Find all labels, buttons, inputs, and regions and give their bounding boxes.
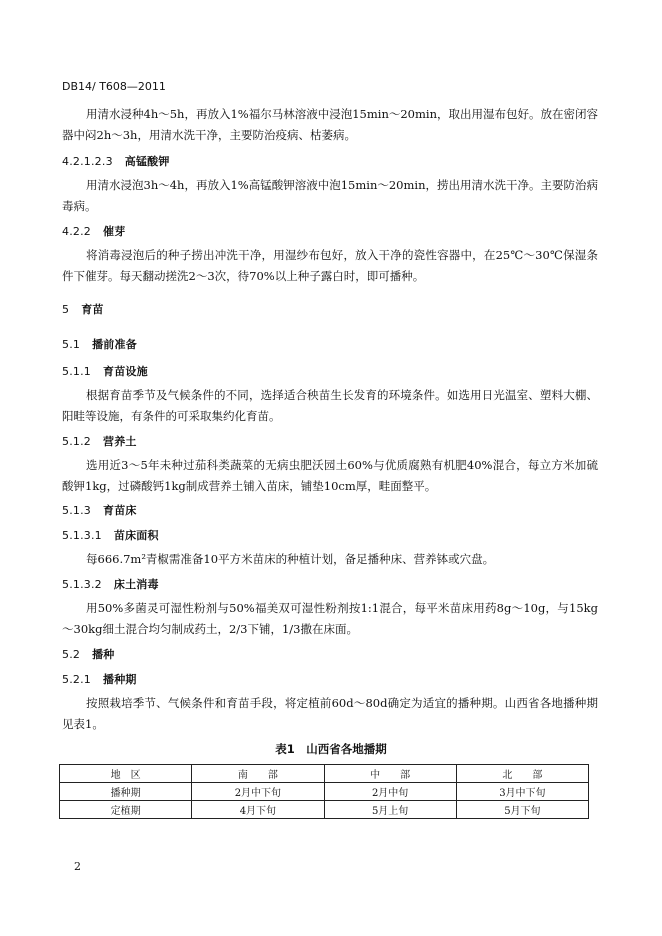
section-number: 5.2 xyxy=(62,648,81,661)
table-header-cell: 中 部 xyxy=(324,765,456,783)
table-cell: 定植期 xyxy=(60,801,192,819)
table-header-cell: 南 部 xyxy=(192,765,324,783)
section-number: 5.2.1 xyxy=(62,673,91,686)
paragraph-germination: 将消毒浸泡后的种子捞出冲洗干净，用湿纱布包好，放入干净的瓷性容器中，在25℃～30℃保湿条件下催芽。每天翻动搓洗2～3次，待70%以上种子露白时，即可播种。 xyxy=(62,248,598,283)
table-cell: 5月下旬 xyxy=(456,801,588,819)
heading-5-1 xyxy=(62,336,137,352)
table-cell: 5月上旬 xyxy=(324,801,456,819)
table-row xyxy=(60,801,589,819)
paragraph-bed-area: 每666.7m²青椒需准备10平方米苗床的种植计划，备足播种床、营养钵或穴盘。 xyxy=(86,552,495,566)
paragraph-sowing-period: 按照栽培季节、气候条件和育苗手段，将定植前60d～80d确定为适宜的播种期。山西省各地播种期见表1。 xyxy=(62,696,598,731)
section-number: 5.1.3.1 xyxy=(62,529,102,542)
section-number: 5.1 xyxy=(62,338,81,351)
section-title: 床土消毒 xyxy=(113,578,159,591)
paragraph-soil-disinfection: 用50%多菌灵可湿性粉剂与50%福美双可湿性粉剂按1:1混合，每平米苗床用药8g～10g，与15kg～30kg细土混合均匀制成药土，2/3下铺，1/3撒在床面。 xyxy=(62,601,598,636)
section-title: 播种 xyxy=(92,648,115,661)
heading-4-2-1-2-3 xyxy=(62,153,170,169)
page-number: 2 xyxy=(74,860,81,873)
sowing-schedule-table xyxy=(59,764,589,819)
section-number: 5.1.1 xyxy=(62,365,91,378)
section-number: 5.1.3 xyxy=(62,504,91,517)
heading-5-1-3-1 xyxy=(62,527,159,543)
table-title: 表1 山西省各地播期 xyxy=(275,742,387,756)
section-title: 播前准备 xyxy=(92,338,137,351)
heading-5 xyxy=(62,301,104,317)
paragraph-facilities: 根据育苗季节及气候条件的不同，选择适合秧苗生长发育的环境条件。如选用日光温室、塑料大棚、阳畦等设施，有条件的可采取集约化育苗。 xyxy=(62,388,598,423)
section-title: 高锰酸钾 xyxy=(124,155,170,168)
paragraph-potassium-permanganate: 用清水浸泡3h～4h，再放入1%高锰酸钾溶液中泡15min～20min，捞出用清水洗干净。主要防治病毒病。 xyxy=(62,178,598,213)
section-title: 苗床面积 xyxy=(113,529,159,542)
section-number: 4.2.2 xyxy=(62,225,91,238)
section-number: 4.2.1.2.3 xyxy=(62,155,113,168)
section-title: 营养土 xyxy=(103,435,137,448)
section-title: 育苗床 xyxy=(103,504,137,517)
paragraph-nutrient-soil: 选用近3～5年未种过茄科类蔬菜的无病虫肥沃园土60%与优质腐熟有机肥40%混合，每立方米加硫酸钾1kg，过磷酸钙1kg制成营养土铺入苗床，铺垫10cm厚，畦面整平。 xyxy=(62,458,598,493)
section-number: 5.1.2 xyxy=(62,435,91,448)
table-cell: 2月中下旬 xyxy=(192,783,324,801)
heading-5-1-3-2 xyxy=(62,576,159,592)
heading-5-1-3 xyxy=(62,502,137,518)
heading-5-2-1 xyxy=(62,671,137,687)
section-number: 5 xyxy=(62,303,70,316)
heading-4-2-2 xyxy=(62,223,125,239)
section-number: 5.1.3.2 xyxy=(62,578,102,591)
heading-5-2 xyxy=(62,646,115,662)
section-title: 催芽 xyxy=(103,225,126,238)
table-header-cell: 地 区 xyxy=(60,765,192,783)
paragraph-soak-formalin: 用清水浸种4h～5h，再放入1%福尔马林溶液中浸泡15min～20min，取出用湿布包好。放在密闭容器中闷2h～3h，用清水洗干净，主要防治疫病、枯萎病。 xyxy=(62,107,598,142)
section-title: 播种期 xyxy=(103,673,137,686)
section-title: 育苗 xyxy=(81,303,104,316)
table-header-row xyxy=(60,765,589,783)
table-cell: 播种期 xyxy=(60,783,192,801)
table-cell: 4月下旬 xyxy=(192,801,324,819)
heading-5-1-2 xyxy=(62,433,137,449)
table-row xyxy=(60,783,589,801)
section-title: 育苗设施 xyxy=(103,365,148,378)
heading-5-1-1 xyxy=(62,363,148,379)
table-cell: 2月中旬 xyxy=(324,783,456,801)
document-code-header: DB14/ T608—2011 xyxy=(62,80,166,93)
table-header-cell: 北 部 xyxy=(456,765,588,783)
table-cell: 3月中下旬 xyxy=(456,783,588,801)
